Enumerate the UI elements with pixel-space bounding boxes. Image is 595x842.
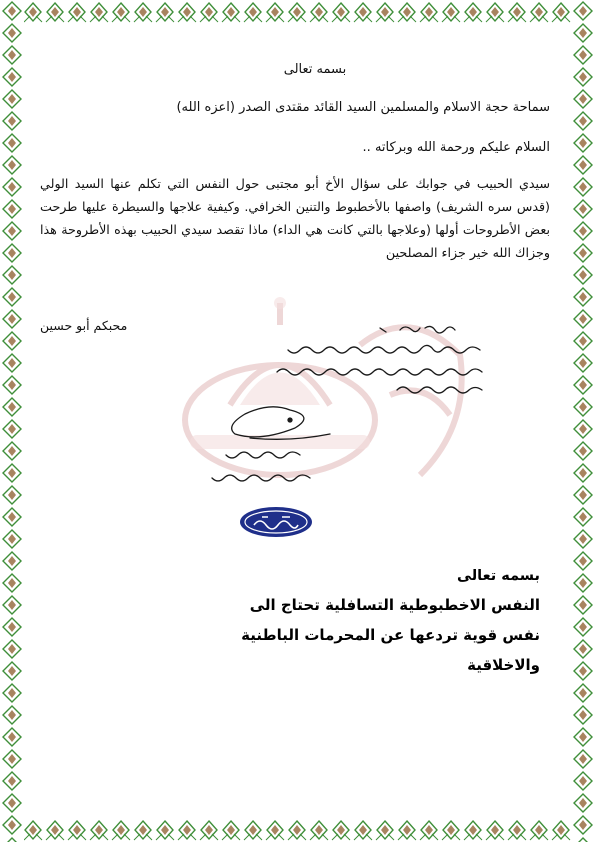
decorative-border-top: [0, 0, 595, 24]
letter-sender: محبكم أبو حسين: [40, 318, 128, 333]
answer-line: النفس الاخطبوطية التسافلية تحتاج الى: [249, 596, 540, 614]
decorative-border-right: [571, 0, 595, 842]
letter-question-body: سيدي الحبيب في جوابك على سؤال الأخ أبو مجتبى حول النفس التي تكلم عنها السيد الولي (قدس سره الشريف) واصفها بالأخطبوط والتنين الخرافي. وكيفية علاجها والسيطرة عليها طرحت بعض الأطروحات أولها (وعلاجها بالتي كانت هي الداء) ماذا تقصد سيدي الحبيب بهذه الأطروحة هذا وجزاك الله خير جزاء المصلحين: [40, 176, 550, 260]
letter-greeting: السلام عليكم ورحمة الله وبركاته ..: [362, 140, 550, 155]
blue-seal-stamp: [238, 505, 314, 539]
answer-line: والاخلاقية: [467, 656, 540, 674]
handwritten-reply-image: [190, 320, 490, 500]
decorative-border-bottom: [0, 818, 595, 842]
decorative-border-left: [0, 0, 24, 842]
letter-addressee: سماحة حجة الاسلام والمسلمين السيد القائد مقتدى الصدر (اعزه الله): [176, 100, 550, 115]
answer-line: نفس قوية تردعها عن المحرمات الباطنية: [241, 626, 540, 644]
letter-heading: بسمه تعالى: [283, 62, 347, 77]
answer-heading: بسمه تعالى: [457, 568, 540, 584]
